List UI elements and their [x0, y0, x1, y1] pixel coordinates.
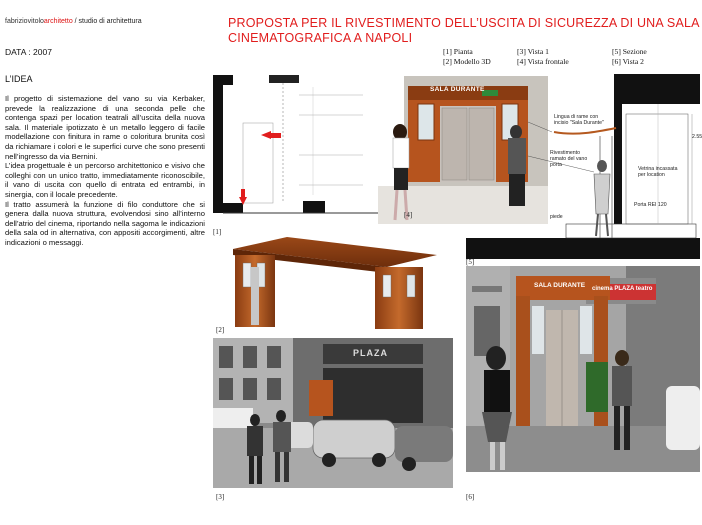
studio-name: fabriziovitolo	[5, 18, 44, 25]
street-view-1-photo	[213, 338, 453, 488]
idea-paragraph: L’idea progettuale è un percorso architettonico e visivo che colleghi con un unico tratto, immediatamente riconoscibile, il vano di uscita con quello di entrata ed entrambi, in sinergia, con il locale precedente.	[5, 161, 205, 199]
studio-suffix: / studio di architettura	[72, 18, 142, 25]
idea-paragraph: Il progetto di sistemazione del vano su via Kerbaker, prevede la realizzazione di una seconda pelle che contenga spazi per location teatrali all’uscita della nuova sala. Il materiale ipotizzato è un metallo leggero di facile modellazione con finitura in rame o coloritura brunita così da richiamare i colori e le superfici curve che sono presenti nell’ingresso da via Bernini.	[5, 94, 205, 161]
studio-credit	[5, 18, 142, 25]
legend-item: [6] Vista 2	[612, 57, 644, 66]
caption-5: [5]	[466, 258, 475, 266]
caption-4: [4]	[404, 211, 413, 219]
street-view-2-photo	[466, 266, 700, 472]
plan-drawing	[213, 75, 391, 225]
caption-6: [6]	[466, 493, 475, 501]
caption-2: [2]	[216, 326, 225, 334]
idea-paragraph: Il tratto assumerà la funzione di filo conduttore che si genera dalla nuova struttura, evolvendosi sino all’interno dell’atrio del cinema, riportando nella sagoma le indicazioni della sala od in alternativa, con appositi accorgimenti, altre indicazioni o messaggi.	[5, 199, 205, 247]
idea-description	[5, 94, 205, 248]
note-quota: 2.55	[692, 134, 702, 140]
sign-sala-durante-2: SALA DURANTE	[534, 282, 586, 289]
legend-item: [2] Modello 3D	[443, 57, 491, 66]
model-3d-render	[225, 237, 440, 332]
caption-3: [3]	[216, 493, 225, 501]
caption-1: [1]	[213, 228, 222, 236]
sign-cinema-plaza: cinema PLAZA teatro	[592, 286, 653, 292]
legend-item: [4] Vista frontale	[517, 57, 569, 66]
legend-item: [1] Pianta	[443, 47, 473, 56]
legend-item: [5] Sezione	[612, 47, 647, 56]
legend-item: [3] Vista 1	[517, 47, 549, 56]
section-drawing	[466, 74, 700, 259]
note-porta-rei: Porta REI 120	[634, 202, 667, 208]
studio-accent: architetto	[43, 18, 73, 25]
sign-sala-durante: SALA DURANTE	[430, 86, 485, 93]
page-title: PROPOSTA PER IL RIVESTIMENTO DELL’USCITA DI SICUREZZA DI UNA SALA CINEMATOGRAFICA A NAPOLI	[228, 16, 699, 45]
idea-heading: L’IDEA	[5, 74, 33, 84]
note-vetrina: Vetrina incassata per location	[638, 166, 678, 178]
note-rivestimento: Rivestimento ramato del vano porta	[550, 150, 588, 168]
note-piede: piede	[550, 214, 563, 220]
sign-plaza: PLAZA	[353, 348, 388, 358]
note-lingua-rame: Lingua di rame con incisio "Sala Durante"	[554, 114, 604, 126]
project-date: DATA : 2007	[5, 47, 52, 57]
